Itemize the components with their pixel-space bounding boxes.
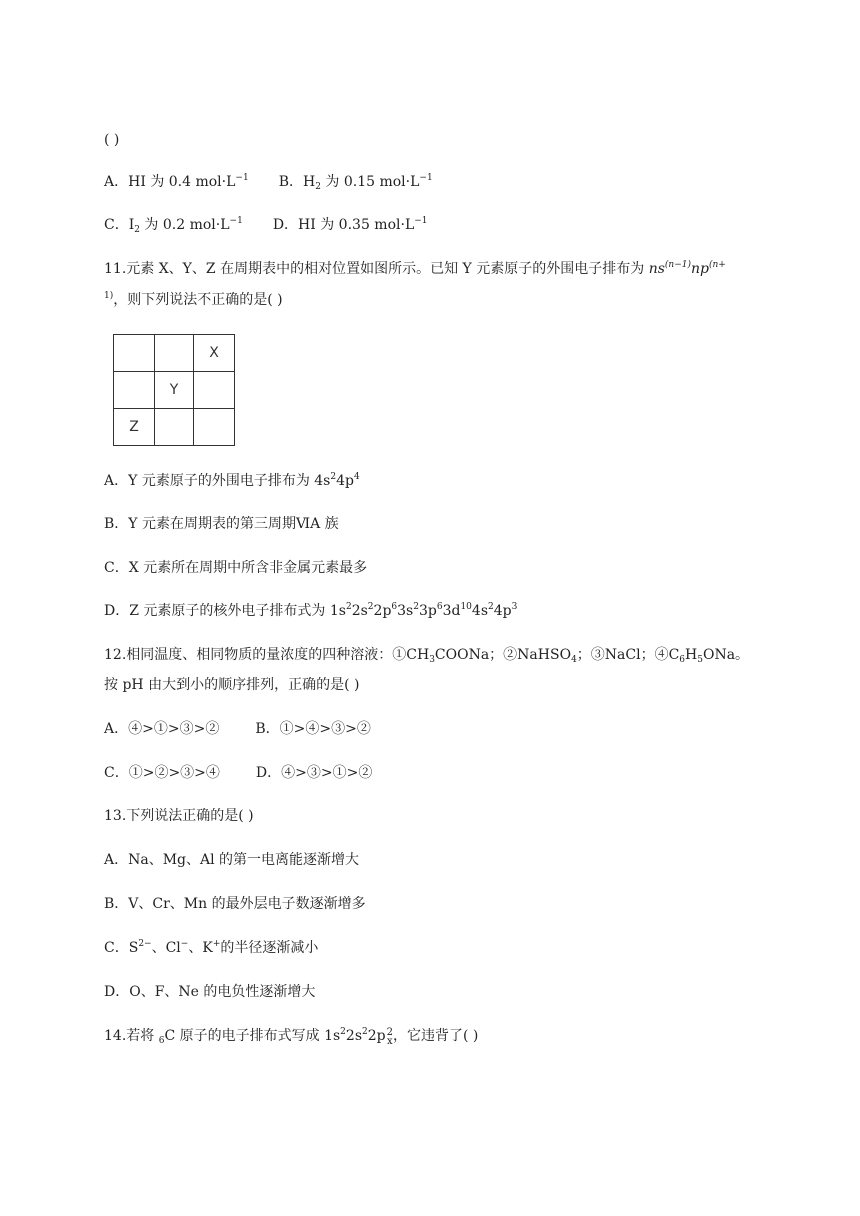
q11-option-a[interactable]: A．Y 元素原子的外围电子排布为 $4s^24p^4$	[104, 472, 360, 489]
grid-cell	[155, 335, 194, 372]
q12-option-c[interactable]: C．①>②>③>④	[104, 765, 220, 781]
q12-option-b[interactable]: B．①>④>③>②	[255, 721, 371, 737]
q13-stem: 13.下列说法正确的是( )	[104, 808, 254, 824]
q10-option-c[interactable]: C．$I_2$ 为 0.2 $mol\cdot L^{-1}$	[104, 216, 243, 235]
q13-option-b[interactable]: B．V、Cr、Mn 的最外层电子数逐渐增多	[104, 896, 366, 912]
q10-option-b[interactable]: B．$H_2$ 为 0.15 $mol\cdot L^{-1}$	[278, 173, 433, 192]
q12-options-ab	[104, 720, 371, 738]
q12-options-cd	[104, 764, 372, 782]
q12-stem-line1: 12.相同温度、相同物质的量浓度的四种溶液：$①CH_3COONa$；②NaHSO$_4$；③NaCl；$④C_6H_5ONa$。	[104, 647, 750, 665]
q10-options-cd	[104, 216, 428, 234]
grid-cell	[194, 409, 235, 446]
q11-stem-line2: $^{1)}$，则下列说法不正确的是( )	[104, 291, 283, 308]
q13-option-c[interactable]: C．$S^{2-}$、Cl−、K+的半径逐渐减小	[104, 939, 319, 956]
grid-cell	[194, 372, 235, 409]
q12-option-d[interactable]: D．④>③>①>②	[255, 765, 373, 781]
q10-options-ab	[104, 173, 433, 191]
grid-cell-z: Z	[114, 409, 155, 446]
q12-option-a[interactable]: A．④>①>③>②	[104, 721, 220, 737]
periodic-position-grid	[113, 334, 235, 446]
q10-stem-tail: ( )	[104, 132, 120, 148]
grid-cell	[114, 372, 155, 409]
q14-stem: 14.若将 $_6$C 原子的电子排布式写成 $1s^22s^22p$ 2 x ，它违背了( )	[104, 1027, 479, 1047]
grid-cell	[155, 409, 194, 446]
grid-cell	[114, 335, 155, 372]
q11-option-d[interactable]: D．Z 元素原子的核外电子排布式为 $1s^22s^22p^63s^23p^63d^{10}4s^24p^3$	[104, 602, 518, 619]
q12-stem-line2: 按 pH 由大到小的顺序排列，正确的是( )	[104, 677, 360, 693]
q11-stem-line1: 11.元素 X、Y、Z 在周期表中的相对位置如图所示。已知 Y 元素原子的外围电子排布为 $ns^{(n-1)}np^{(n+}$	[104, 260, 726, 277]
q10-option-a[interactable]: A．HI 为 0.4 $mol\cdot L^{-1}$	[104, 173, 249, 190]
q11-option-c[interactable]: C．X 元素所在周期中所含非金属元素最多	[104, 560, 368, 576]
grid-cell-x: X	[194, 335, 235, 372]
orbital-fraction: 2 x	[386, 1027, 393, 1047]
grid-cell-y: Y	[155, 372, 194, 409]
q10-option-d[interactable]: D．HI 为 0.35 $mol\cdot L^{-1}$	[272, 216, 428, 233]
q11-option-b[interactable]: B．Y 元素在周期表的第三周期ⅥA 族	[104, 516, 339, 532]
q13-option-d[interactable]: D．O、F、Ne 的电负性逐渐增大	[104, 984, 316, 1000]
q13-option-a[interactable]: A．Na、Mg、Al 的第一电离能逐渐增大	[104, 852, 360, 868]
